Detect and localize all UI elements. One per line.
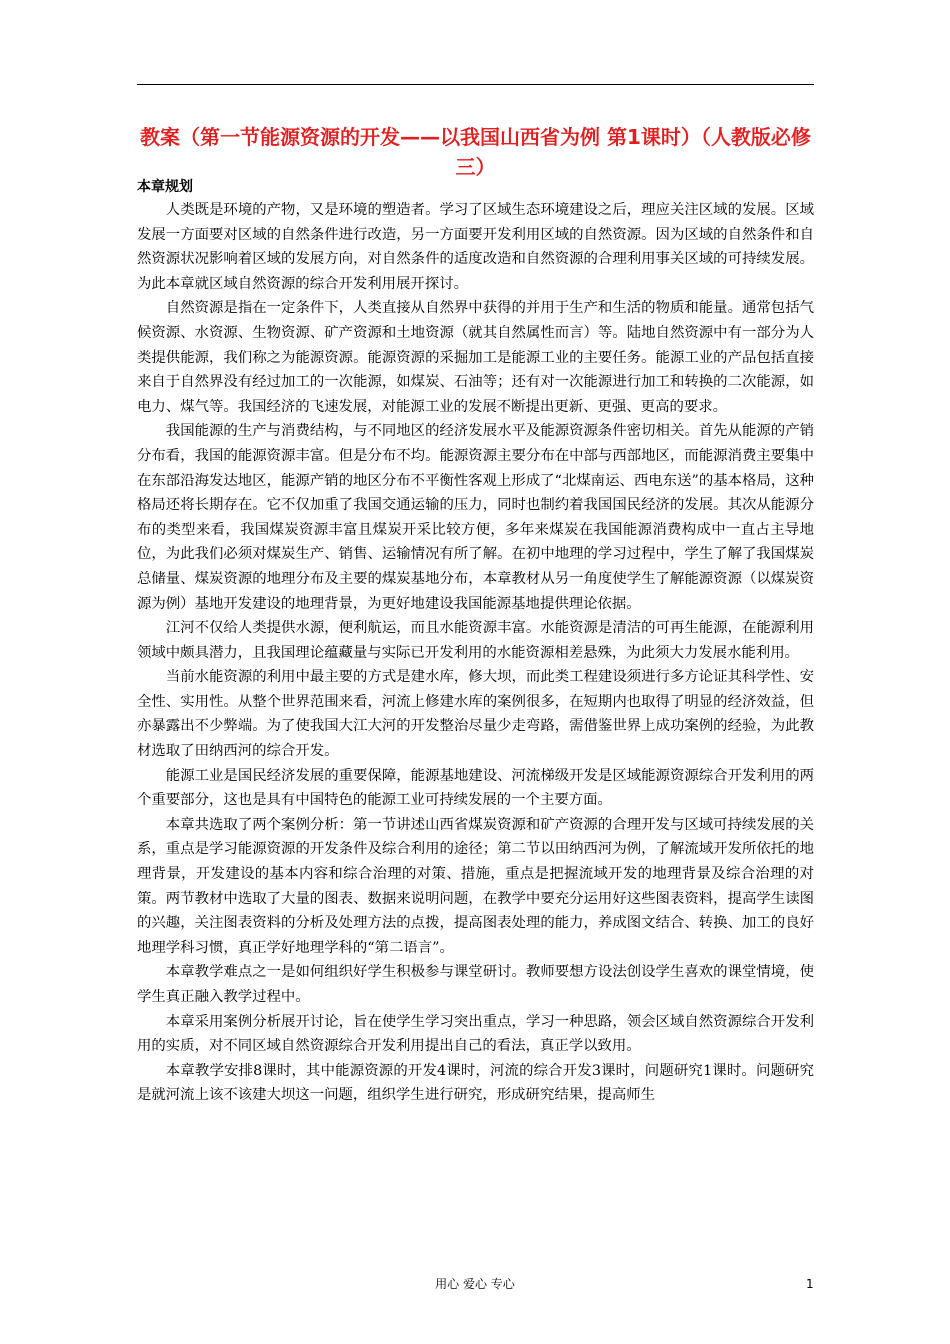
paragraph: 本章教学安排8课时，其中能源资源的开发4课时，河流的综合开发3课时，问题研究1课时。问题研究是就河流上该不该建大坝这一问题，组织学生进行研究，形成研究结果，提高师生 — [137, 1062, 814, 1104]
paragraph: 我国能源的生产与消费结构，与不同地区的经济发展水平及能源资源条件密切相关。首先从能源的产销分布看，我国的能源资源丰富。但是分布不均。能源资源主要分布在中部与西部地区，而能源消费主要集中在东部沿海发达地区，能源产销的地区分布不平衡性客观上形成了“北煤南运、西电东送”的基本格局，这种格局还将长期存在。它不仅加重了我国交通运输的压力，同时也制约着我国国民经济的发展。其次从能源分布的类型来看，我国煤炭资源丰富且煤炭开采比较方便，多年来煤炭在我国能源消费构成中一直占主导地位，为此我们必须对煤炭生产、销售、运输情况有所了解。在初中地理的学习过程中，学生了解了我国煤炭总储量、煤炭资源的地理分布及主要的煤炭基地分布，本章教材从另一角度使学生了解能源资源（以煤炭资源为例）基地开发建设的地理背景，为更好地建设我国能源基地提供理论依据。 — [137, 423, 814, 612]
paragraph: 本章教学难点之一是如何组织好学生积极参与课堂研讨。教师要想方设法创设学生喜欢的课堂情境，使学生真正融入教学过程中。 — [137, 964, 814, 1005]
paragraph: 本章采用案例分析展开讨论，旨在使学生学习突出重点，学习一种思路，领会区域自然资源综合开发利用的实质，对不同区域自然资源综合开发利用提出自己的看法，真正学以致用。 — [137, 1013, 814, 1055]
paragraph: 自然资源是指在一定条件下，人类直接从自然界中获得的并用于生产和生活的物质和能量。通常包括气候资源、水资源、生物资源、矿产资源和土地资源（就其自然属性而言）等。陆地自然资源中有一部分为人类提供能源，我们称之为能源资源。能源资源的采掘加工是能源工业的主要任务。能源工业的产品包括直接来自于自然界没有经过加工的一次能源，如煤炭、石油等；还有对一次能源进行加工和转换的二次能源，如电力、煤气等。我国经济的飞速发展，对能源工业的发展不断提出更新、更强、更高的要求。 — [137, 300, 814, 415]
footer-text: 用心 爱心 专心 — [435, 1277, 515, 1291]
page-number: 1 — [806, 1277, 814, 1291]
paragraph: 能源工业是国民经济发展的重要保障，能源基地建设、河流梯级开发是区域能源资源综合开发利用的两个重要部分，这也是具有中国特色的能源工业可持续发展的一个主要方面。 — [137, 767, 814, 809]
body-text — [137, 198, 814, 1108]
paragraph: 江河不仅给人类提供水源，便利航运，而且水能资源丰富。水能资源是清洁的可再生能源，在能源利用领域中颇具潜力，且我国理论蕴藏量与实际已开发利用的水能资源相差悬殊，为此须大力发展水能利用。 — [137, 620, 814, 661]
section-heading: 本章规划 — [137, 179, 193, 195]
paragraph: 人类既是环境的产物，又是环境的塑造者。学习了区域生态环境建设之后，理应关注区域的发展。区域发展一方面要对区域的自然条件进行改造，另一方面要开发利用区域的自然资源。因为区域的自然条件和自然资源状况影响着区域的发展方向，对自然条件的适度改造和自然资源的合理利用事关区域的可持续发展。为此本章就区域自然资源的综合开发利用展开探讨。 — [137, 202, 814, 292]
header-rule — [137, 84, 814, 85]
paragraph: 当前水能资源的利用中最主要的方式是建水库，修大坝，而此类工程建设须进行多方论证其科学性、安全性、实用性。从整个世界范围来看，河流上修建水库的案例很多，在短期内也取得了明显的经济效益，但亦暴露出不少弊端。为了使我国大江大河的开发整治尽量少走弯路，需借鉴世界上成功案例的经验，为此教材选取了田纳西河的综合开发。 — [137, 669, 814, 760]
document-title: 教案（第一节能源资源的开发——以我国山西省为例 第1课时）（人教版必修三） — [140, 125, 811, 179]
paragraph: 本章共选取了两个案例分析：第一节讲述山西省煤炭资源和矿产资源的合理开发与区域可持续发展的关系，重点是学习能源资源的开发条件及综合利用的途径；第二节以田纳西河为例，了解流域开发所依托的地理背景，开发建设的基本内容和综合治理的对策、措施，重点是把握流域开发的地理背景及综合治理的对策。两节教材中选取了大量的图表、数据来说明问题，在教学中要充分运用好这些图表资料，提高学生读图的兴趣，关注图表资料的分析及处理方法的点拨，提高图表处理的能力，养成图文结合、转换、加工的良好地理学科习惯，真正学好地理学科的“第二语言”。 — [137, 816, 814, 956]
